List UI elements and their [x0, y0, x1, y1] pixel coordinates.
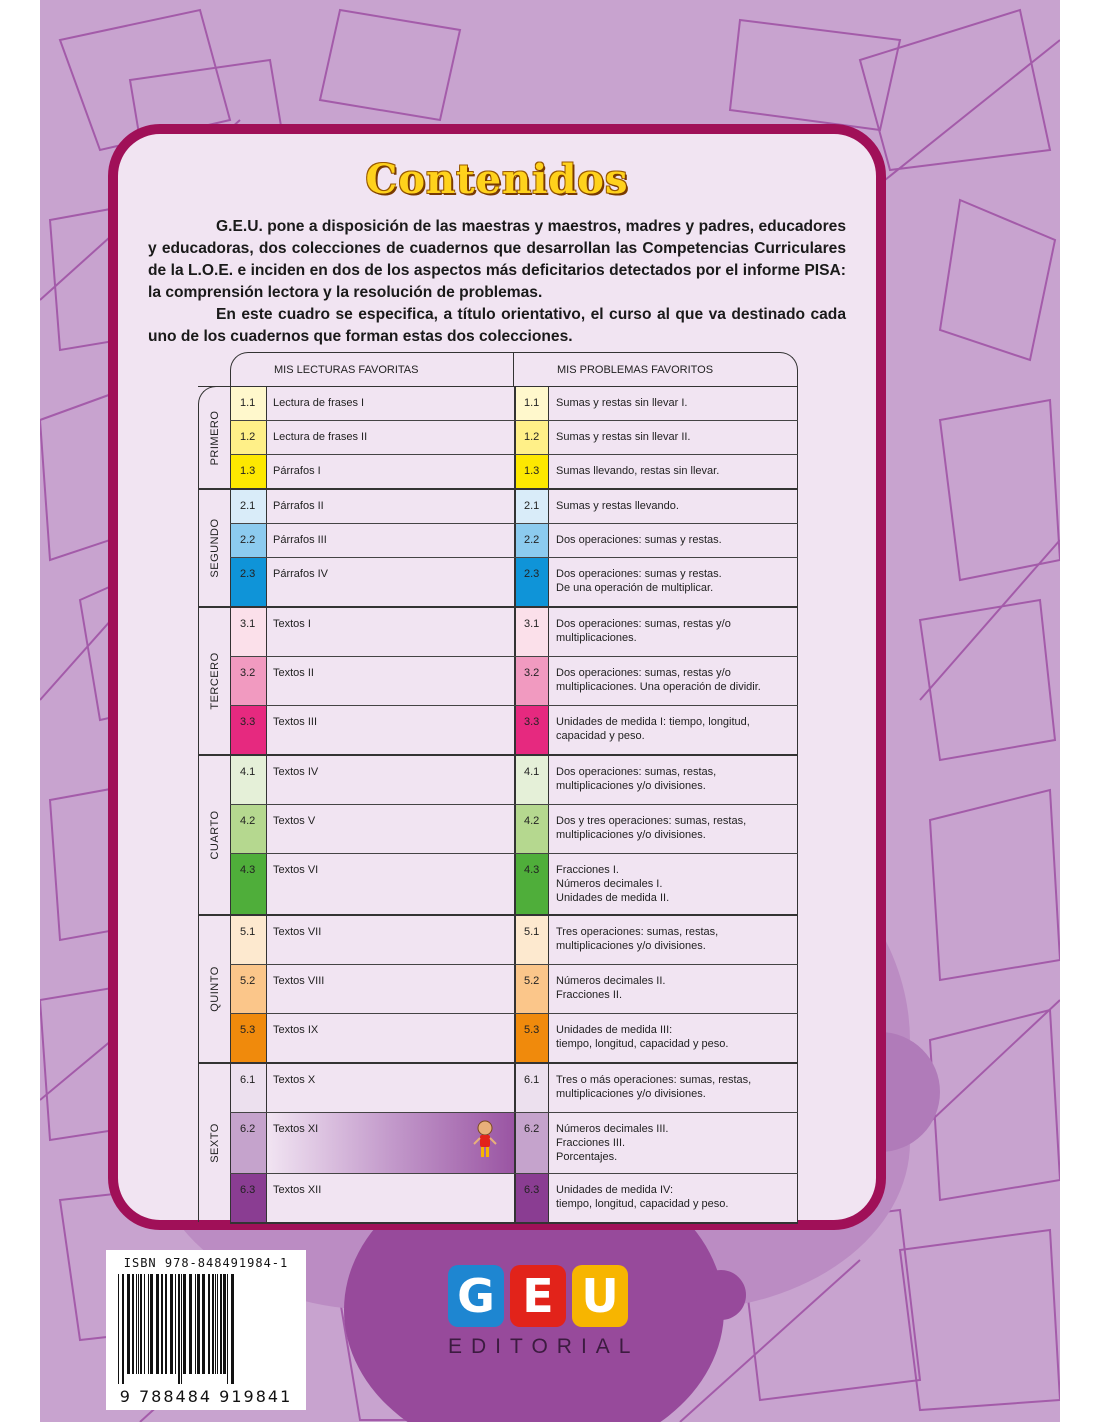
- barcode-bar: [118, 1274, 119, 1384]
- table-row: [230, 965, 798, 1014]
- grade-group: [198, 914, 798, 1062]
- table-row: [230, 706, 798, 754]
- contents-panel: [108, 124, 886, 1230]
- problem-number: 4.2: [514, 805, 548, 853]
- table-row: [230, 1174, 798, 1222]
- reading-number: 5.1: [230, 916, 266, 964]
- problem-number: 2.3: [514, 558, 548, 606]
- reading-number: 6.1: [230, 1064, 266, 1112]
- barcode-bar: [231, 1274, 234, 1384]
- barcode-bar: [195, 1274, 196, 1374]
- barcode-bar: [144, 1274, 145, 1374]
- problem-title: Números decimales II. Fracciones II.: [548, 965, 798, 1013]
- logo-letter-e: E: [510, 1265, 566, 1327]
- child-illustration-icon: [472, 1119, 498, 1161]
- grade-group: [198, 488, 798, 606]
- barcode-bar: [170, 1274, 173, 1374]
- logo-letter-u: U: [572, 1265, 628, 1327]
- barcode-bar: [178, 1274, 180, 1384]
- table-bottom-border: [230, 1222, 798, 1224]
- barcode-bar: [208, 1274, 210, 1374]
- table-row: [230, 387, 798, 421]
- barcode-bar: [189, 1274, 192, 1374]
- grade-label: [198, 386, 231, 488]
- barcode-bar: [197, 1274, 200, 1374]
- reading-number: 5.3: [230, 1014, 266, 1062]
- intro-paragraph: En este cuadro se especifica, a título orientativo, el curso al que va destinado cada uno de los cuadernos que forman estas dos colecciones.: [148, 306, 846, 345]
- problem-title: Sumas y restas sin llevar I.: [548, 387, 798, 420]
- reading-title: Párrafos III: [266, 524, 514, 557]
- reading-title: Textos IV: [266, 756, 514, 804]
- barcode-bar: [212, 1274, 214, 1374]
- reading-title: Textos X: [266, 1064, 514, 1112]
- problem-title: Sumas y restas llevando.: [548, 490, 798, 523]
- reading-title: Lectura de frases II: [266, 421, 514, 454]
- problem-number: 6.3: [514, 1174, 548, 1222]
- barcode-bar: [140, 1274, 142, 1374]
- problem-title: Unidades de medida IV: tiempo, longitud, capacidad y peso.: [548, 1174, 798, 1222]
- problem-number: 3.2: [514, 657, 548, 705]
- reading-number: 4.2: [230, 805, 266, 853]
- column-header-problems: MIS PROBLEMAS FAVORITOS: [513, 352, 798, 386]
- problem-number: 2.2: [514, 524, 548, 557]
- reading-title: Textos VI: [266, 854, 514, 914]
- grade-label: [198, 608, 231, 754]
- problem-number: 3.1: [514, 608, 548, 656]
- barcode-bar: [127, 1274, 130, 1374]
- barcode-icon: [114, 1274, 298, 1384]
- problem-number: 6.1: [514, 1064, 548, 1112]
- reading-title: Textos VIII: [266, 965, 514, 1013]
- barcode-bar: [223, 1274, 226, 1374]
- problem-title: Tres operaciones: sumas, restas, multiplicaciones y/o divisiones.: [548, 916, 798, 964]
- barcode-bar: [122, 1274, 124, 1384]
- problem-title: Unidades de medida I: tiempo, longitud, capacidad y peso.: [548, 706, 798, 754]
- barcode-bar: [227, 1274, 228, 1384]
- problem-number: 3.3: [514, 706, 548, 754]
- reading-number: 2.3: [230, 558, 266, 606]
- grade-label-text: SEGUNDO: [209, 518, 221, 578]
- barcode-bar: [220, 1274, 222, 1374]
- barcode-bar: [215, 1274, 216, 1374]
- reading-number: 2.2: [230, 524, 266, 557]
- barcode-bar: [132, 1274, 134, 1374]
- grade-label-text: TERCERO: [209, 652, 221, 710]
- reading-title: Lectura de frases I: [266, 387, 514, 420]
- problem-title: Dos operaciones: sumas, restas y/o multiplicaciones.: [548, 608, 798, 656]
- grade-label: [198, 756, 231, 914]
- isbn-label: ISBN 978-848491984-1: [123, 1256, 289, 1270]
- column-header-readings: MIS LECTURAS FAVORITAS: [230, 352, 514, 386]
- problem-number: 6.2: [514, 1113, 548, 1173]
- reading-title: Textos I: [266, 608, 514, 656]
- reading-title: Párrafos IV: [266, 558, 514, 606]
- table-row: [230, 608, 798, 657]
- reading-title: Textos XII: [266, 1174, 514, 1222]
- table-row: [230, 421, 798, 455]
- problem-number: 1.2: [514, 421, 548, 454]
- table-row: [230, 756, 798, 805]
- table-body: [198, 386, 798, 1224]
- problem-number: 1.3: [514, 455, 548, 488]
- grade-label: [198, 490, 231, 606]
- barcode-bar: [138, 1274, 139, 1374]
- reading-title: Párrafos II: [266, 490, 514, 523]
- table-row: [230, 1113, 798, 1174]
- problem-number: 4.1: [514, 756, 548, 804]
- grade-group: [198, 386, 798, 488]
- barcode-bar: [183, 1274, 186, 1374]
- problem-title: Unidades de medida III: tiempo, longitud, capacidad y peso.: [548, 1014, 798, 1062]
- reading-title: Textos II: [266, 657, 514, 705]
- reading-title: Textos V: [266, 805, 514, 853]
- problem-title: Sumas y restas sin llevar II.: [548, 421, 798, 454]
- reading-title: Textos VII: [266, 916, 514, 964]
- problem-title: Tres o más operaciones: sumas, restas, multiplicaciones y/o divisiones.: [548, 1064, 798, 1112]
- reading-number: 4.1: [230, 756, 266, 804]
- barcode-bar: [161, 1274, 163, 1374]
- reading-number: 3.3: [230, 706, 266, 754]
- barcode-bar: [136, 1274, 137, 1374]
- grade-label-text: QUINTO: [209, 966, 221, 1012]
- table-row: [230, 805, 798, 854]
- table-row: [230, 558, 798, 606]
- reading-number: 6.3: [230, 1174, 266, 1222]
- reading-number: 1.3: [230, 455, 266, 488]
- decorative-blob: [696, 1270, 746, 1320]
- problem-title: Sumas llevando, restas sin llevar.: [548, 455, 798, 488]
- problem-number: 4.3: [514, 854, 548, 914]
- problem-number: 5.1: [514, 916, 548, 964]
- barcode-bar: [202, 1274, 205, 1374]
- problem-number: 2.1: [514, 490, 548, 523]
- reading-number: 3.2: [230, 657, 266, 705]
- reading-number: 6.2: [230, 1113, 266, 1173]
- page-title: Contenidos: [365, 156, 629, 203]
- grade-group: [198, 754, 798, 914]
- reading-title: Textos IX: [266, 1014, 514, 1062]
- problem-number: 5.3: [514, 1014, 548, 1062]
- logo-subtitle: EDITORIAL: [448, 1335, 640, 1358]
- reading-number: 2.1: [230, 490, 266, 523]
- problem-title: Dos operaciones: sumas y restas.: [548, 524, 798, 557]
- problem-number: 5.2: [514, 965, 548, 1013]
- table-row: [230, 455, 798, 488]
- grade-label: [198, 1064, 231, 1222]
- reading-number: 5.2: [230, 965, 266, 1013]
- barcode-bar: [150, 1274, 153, 1374]
- table-row: [230, 524, 798, 558]
- table-row: [230, 916, 798, 965]
- reading-number: 4.3: [230, 854, 266, 914]
- problem-title: Dos operaciones: sumas, restas y/o multiplicaciones. Una operación de dividir.: [548, 657, 798, 705]
- grade-group: [198, 1062, 798, 1222]
- table-row: [230, 1064, 798, 1113]
- problem-title: Fracciones I. Números decimales I. Unidades de medida II.: [548, 854, 798, 914]
- grade-label: [198, 916, 231, 1062]
- barcode-bar: [165, 1274, 167, 1374]
- reading-number: 3.1: [230, 608, 266, 656]
- grade-group: [198, 606, 798, 754]
- logo-letter-g: G: [448, 1265, 504, 1327]
- ean-number: 9 788484 919841: [119, 1387, 293, 1406]
- reading-title: Textos III: [266, 706, 514, 754]
- reading-number: 1.1: [230, 387, 266, 420]
- table-row: [230, 1014, 798, 1062]
- problem-title: Dos operaciones: sumas, restas, multiplicaciones y/o divisiones.: [548, 756, 798, 804]
- intro-paragraph: G.E.U. pone a disposición de las maestras y maestros, madres y padres, educadores y educadoras, dos colecciones de cuadernos que desarrollan las Competencias Curriculares de la L.O.E. e inciden en dos de los aspectos más deficitarios detectados por el informe PISA: la comprensión lectora y la resolución de problemas.: [148, 218, 846, 301]
- reading-title: Párrafos I: [266, 455, 514, 488]
- barcode-bar: [217, 1274, 218, 1374]
- problem-number: 1.1: [514, 387, 548, 420]
- reading-number: 1.2: [230, 421, 266, 454]
- problem-title: Dos operaciones: sumas y restas. De una operación de multiplicar.: [548, 558, 798, 606]
- barcode-bar: [148, 1274, 149, 1374]
- problem-title: Dos y tres operaciones: sumas, restas, multiplicaciones y/o divisiones.: [548, 805, 798, 853]
- barcode-bar: [175, 1274, 176, 1374]
- table-row: [230, 490, 798, 524]
- table-row: [230, 854, 798, 914]
- table-row: [230, 657, 798, 706]
- grade-label-text: CUARTO: [209, 810, 221, 860]
- problem-title: Números decimales III. Fracciones III. Porcentajes.: [548, 1113, 798, 1173]
- grade-label-text: PRIMERO: [209, 410, 221, 465]
- publisher-logo: [448, 1265, 640, 1365]
- barcode-bar: [181, 1274, 182, 1384]
- reading-title: Textos XI: [266, 1113, 514, 1173]
- table-header: [230, 352, 798, 388]
- intro-text: [148, 216, 846, 348]
- grade-label-text: SEXTO: [209, 1123, 221, 1163]
- barcode-bar: [156, 1274, 159, 1374]
- barcode-block: [106, 1250, 306, 1410]
